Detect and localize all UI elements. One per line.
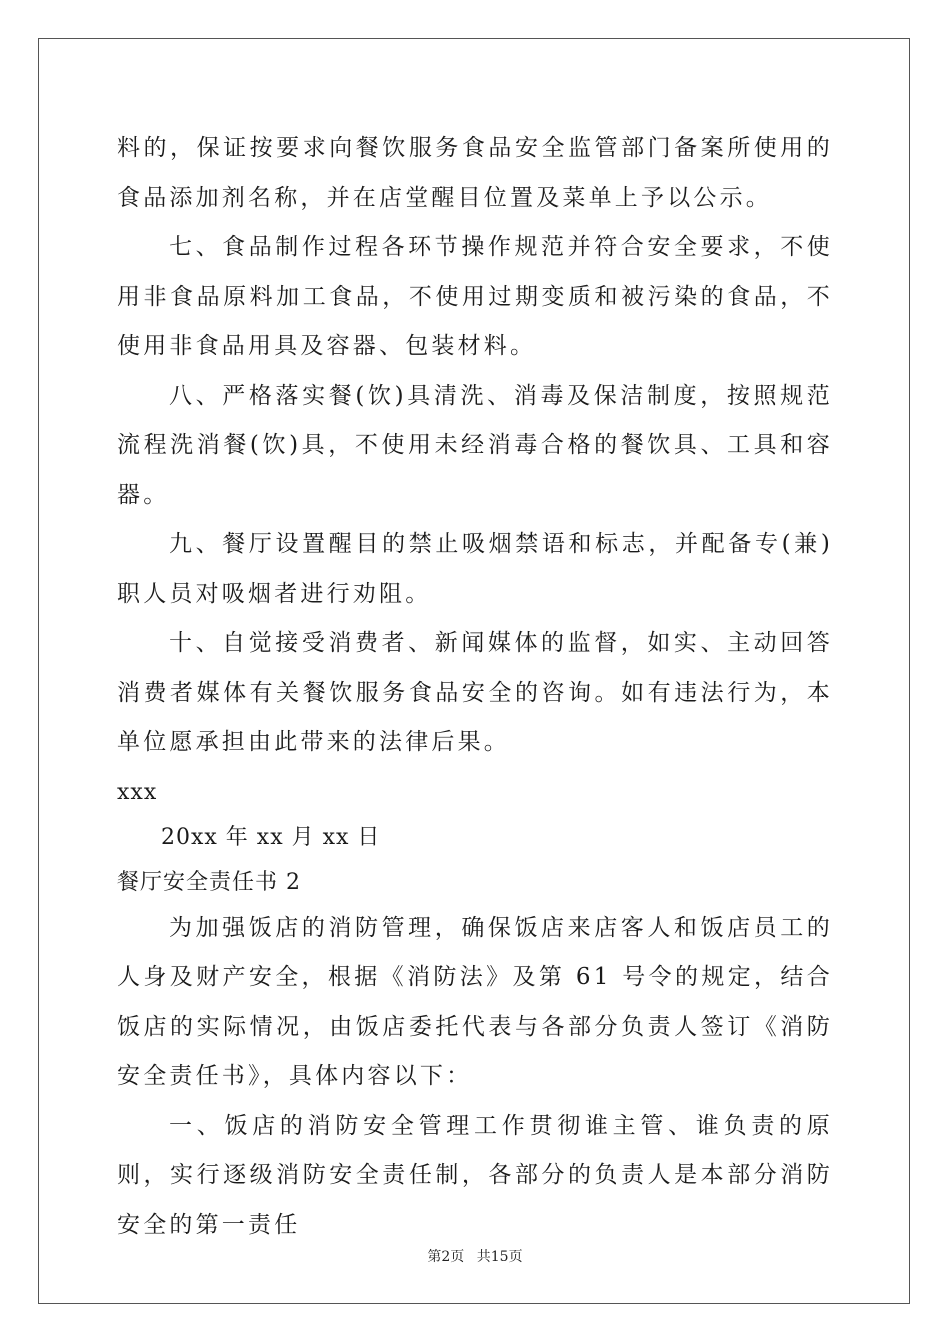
page-footer bbox=[0, 1246, 950, 1266]
paragraph-item-7: 七、食品制作过程各环节操作规范并符合安全要求，不使用非食品原料加工食品，不使用过期变质和被污染的食品，不使用非食品用具及容器、包装材料。 bbox=[117, 234, 833, 359]
paragraph-item-8: 八、严格落实餐(饮)具清洗、消毒及保洁制度，按照规范流程洗消餐(饮)具，不使用未经消毒合格的餐饮具、工具和容器。 bbox=[117, 382, 833, 508]
paragraph-item-10: 十、自觉接受消费者、新闻媒体的监督，如实、主动回答消费者媒体有关餐饮服务食品安全的咨询。如有违法行为，本单位愿承担由此带来的法律后果。 bbox=[117, 630, 833, 755]
page-total: 共15页 bbox=[476, 1249, 523, 1265]
paragraph-item-9: 九、餐厅设置醒目的禁止吸烟禁语和标志，并配备专(兼)职人员对吸烟者进行劝阻。 bbox=[117, 531, 833, 607]
paragraph-item-1: 一、饭店的消防安全管理工作贯彻谁主管、谁负责的原则，实行逐级消防安全责任制，各部分的负责人是本部分消防安全的第一责任 bbox=[117, 1112, 833, 1238]
paragraph-continued: 料的，保证按要求向餐饮服务食品安全监管部门备案所使用的食品添加剂名称，并在店堂醒目位置及菜单上予以公示。 bbox=[117, 135, 833, 211]
paragraph-intro: 为加强饭店的消防管理，确保饭店来店客人和饭店员工的人身及财产安全，根据《消防法》及第 61 号令的规定，结合饭店的实际情况，由饭店委托代表与各部分负责人签订《消防安全责任书》，具体内容以下： bbox=[117, 914, 833, 1089]
signer-name: xxx bbox=[117, 779, 158, 805]
page-number: 第2页 bbox=[427, 1249, 465, 1265]
section-title: 餐厅安全责任书 2 bbox=[117, 869, 301, 895]
document-body bbox=[117, 124, 833, 1250]
sign-date: 20xx 年 xx 月 xx 日 bbox=[161, 824, 381, 850]
